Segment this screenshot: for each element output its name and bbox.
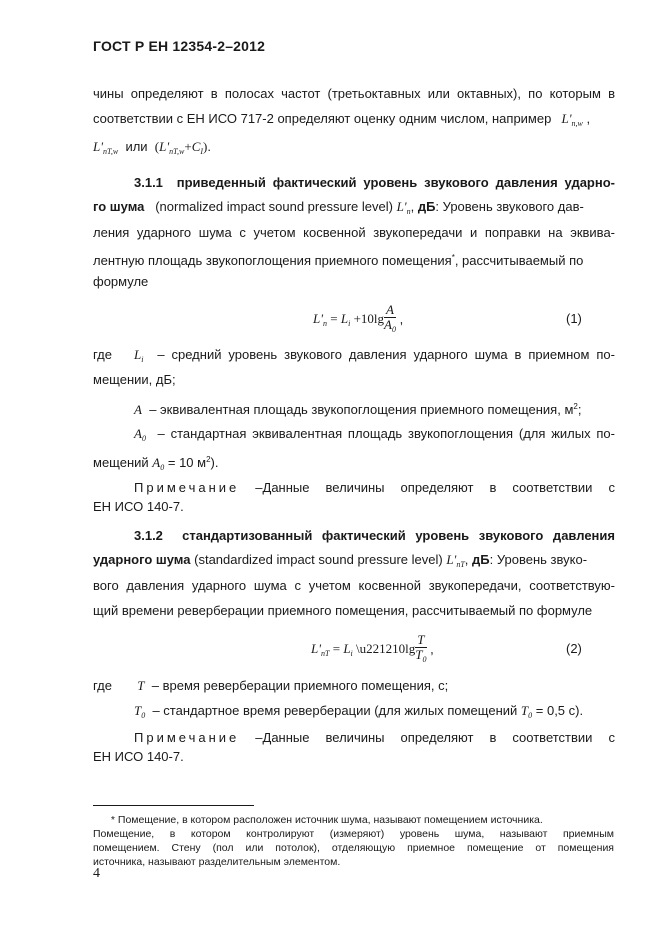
formula-sum-symbol: $(L'_{nT,w}+C_I)$ — [154, 139, 208, 156]
symbol-t0: $T_0$ — [134, 703, 146, 720]
section-312-def-1: : Уровень звуко- — [489, 552, 588, 567]
where-1-li-desc-2: мещении, дБ; — [93, 372, 176, 387]
symbol-a0-inline: $A_0$ — [152, 455, 165, 472]
section-311-line-5: формуле — [93, 274, 149, 289]
where-1-a0 — [134, 426, 615, 447]
footnote-mark: * — [110, 814, 115, 826]
symbol-a: A — [134, 402, 142, 417]
section-312-line-4: щий времени реверберации приемного помещения, рассчитываемый по формуле — [93, 603, 593, 618]
where-1-a0-line-2: мещений $A_0 = 10$ $м^2$). — [93, 455, 219, 472]
intro-line-1: чины определяют в полосах частот (третьоктавных или октавных), по которым в — [93, 86, 615, 101]
section-312-line-2: ударного шума (standardized impact sound pressure level) $L'_{nT}$, дБ: Уровень звуко- — [93, 552, 588, 569]
note-1-text: –Данные величины определяют в соответствии с — [255, 480, 615, 495]
intro-line-3: $L'_{nT,w}$ или $(L'_{nT,w}+C_I)$. — [93, 139, 212, 156]
equation-2: $L'_{nT} = L_i$ \u221210lg $\frac{T}{T_0}$ , — [311, 633, 434, 667]
footnote-divider — [93, 805, 254, 806]
where-1-a: A – эквивалентная площадь звукопоглощения приемного помещения, $м^2$; — [134, 402, 582, 417]
section-311-term-2: го шума — [93, 199, 145, 214]
t-desc-text: – время реверберации приемного помещения, с; — [151, 678, 449, 693]
section-311-symbol: $L'_n$ — [396, 199, 411, 216]
where-1-label: где — [93, 347, 112, 362]
a0-desc2-pre: мещений — [93, 455, 149, 470]
equation-1: $L'_n = L_i +10\lg$ $\frac{A}{A_0}$ , — [313, 303, 403, 337]
intro-line-2: соответствии с ЕН ИСО 717-2 определяют оценку одним числом, например $L'_{n,w}$ , — [93, 111, 591, 128]
section-312-number: 3.1.2 — [134, 528, 163, 543]
section-312-title — [134, 528, 615, 544]
intro-line-2-text: соответствии с ЕН ИСО 717-2 определяют оценку одним числом, например — [93, 111, 552, 126]
section-311-line-2: го шума (normalized impact sound pressure level) $L'_n$, дБ: Уровень звукового дав- — [93, 199, 584, 216]
where-2-t0 — [134, 703, 583, 724]
a-desc-text: – эквивалентная площадь звукопоглощения приемного помещения, м — [149, 402, 574, 417]
equation-1-body: $L'_n = L_i +10\lg$ — [313, 311, 385, 329]
document-header: ГОСТ Р ЕН 12354-2–2012 — [93, 38, 266, 54]
footnote-line-2: Помещение, в котором контролируют (измеряют) уровень шума, называют приемным — [93, 828, 614, 840]
formula-lnw-symbol: $L'_{n,w}$ — [554, 111, 583, 128]
a0-desc-text: – стандартная эквивалентная площадь звукопоглощения (для жилых по- — [157, 426, 615, 441]
section-311-line-4: лентную площадь звукопоглощения приемного помещения*, рассчитываемый по — [93, 253, 584, 268]
note-1-ref: ЕН ИСО 140-7. — [93, 499, 184, 514]
section-311-title — [134, 175, 615, 191]
footnote-line-1 — [93, 814, 614, 827]
note-2-ref: ЕН ИСО 140-7. — [93, 749, 184, 764]
symbol-li: $L_i$ — [134, 347, 144, 364]
symbol-t0-inline: $T_0$ — [520, 703, 533, 720]
footnote-line-4: источника, называют разделительным элементом. — [93, 856, 341, 868]
equation-1-fraction: $\frac{A}{A_0}$ — [384, 302, 396, 334]
intro-or: или — [125, 139, 148, 154]
a0-desc2-end: ). — [210, 455, 219, 470]
equation-2-number: (2) — [566, 641, 582, 656]
li-desc-text: – средний уровень звукового давления ударного шума в приемном по- — [157, 347, 615, 362]
t0-desc-text: – стандартное время реверберации (для жилых помещений — [152, 703, 518, 718]
section-312-term-1: стандартизованный фактический уровень звукового давления — [182, 528, 615, 543]
section-311-term-1: приведенный фактический уровень звукового давления ударно- — [176, 175, 615, 190]
section-312-unit: дБ — [472, 552, 490, 567]
section-312-symbol: $L'_{nT}$ — [446, 552, 465, 569]
section-311-english: (normalized impact sound pressure level) — [155, 199, 393, 214]
a0-desc2-post: = 10 м — [167, 455, 207, 470]
section-312-line-3: вого давления ударного шума с учетом косвенной звукопередачи, соответствую- — [93, 578, 615, 593]
section-312-term-2: ударного шума — [93, 552, 191, 567]
note-1 — [134, 480, 615, 496]
note-2-label: Примечание — [134, 730, 240, 745]
section-311-number: 3.1.1 — [134, 175, 163, 190]
section-311-line-3: ления ударного шума с учетом косвенной звукопередачи и поправки на эквива- — [93, 225, 615, 240]
formula-lntw-symbol: $L'_{nT,w}$ — [93, 139, 119, 156]
footnote-line-3: помещением. Стену (пол или потолок), отделяющую приемное помещение от помещения — [93, 842, 614, 854]
section-311-line-4-text: лентную площадь звукопоглощения приемного помещения — [93, 253, 452, 268]
where-1-li-desc — [134, 347, 615, 368]
equation-2-fraction: $\frac{T}{T_0}$ — [415, 632, 427, 664]
where-2-t — [93, 678, 448, 694]
note-1-label: Примечание — [134, 480, 240, 495]
equation-1-number: (1) — [566, 311, 582, 326]
footnote-line-1-text: Помещение, в котором расположен источник шума, называют помещением источника. — [117, 814, 543, 826]
section-311-line-4-tail: , рассчитываемый по — [454, 253, 584, 268]
symbol-a0: $A_0$ — [134, 426, 146, 443]
note-2 — [134, 730, 615, 746]
t0-value: = 0,5 с). — [535, 703, 584, 718]
page-number: 4 — [93, 866, 100, 881]
note-2-text: –Данные величины определяют в соответствии с — [255, 730, 615, 745]
section-312-english: (standardized impact sound pressure level) — [194, 552, 443, 567]
equation-2-body: $L'_{nT} = L_i$ \u221210lg — [311, 641, 416, 659]
section-311-unit: дБ — [417, 199, 436, 214]
symbol-t: T — [137, 678, 145, 693]
section-311-def-1: : Уровень звукового дав- — [435, 199, 584, 214]
where-1-li — [93, 347, 112, 363]
where-2-label: где — [93, 678, 112, 693]
